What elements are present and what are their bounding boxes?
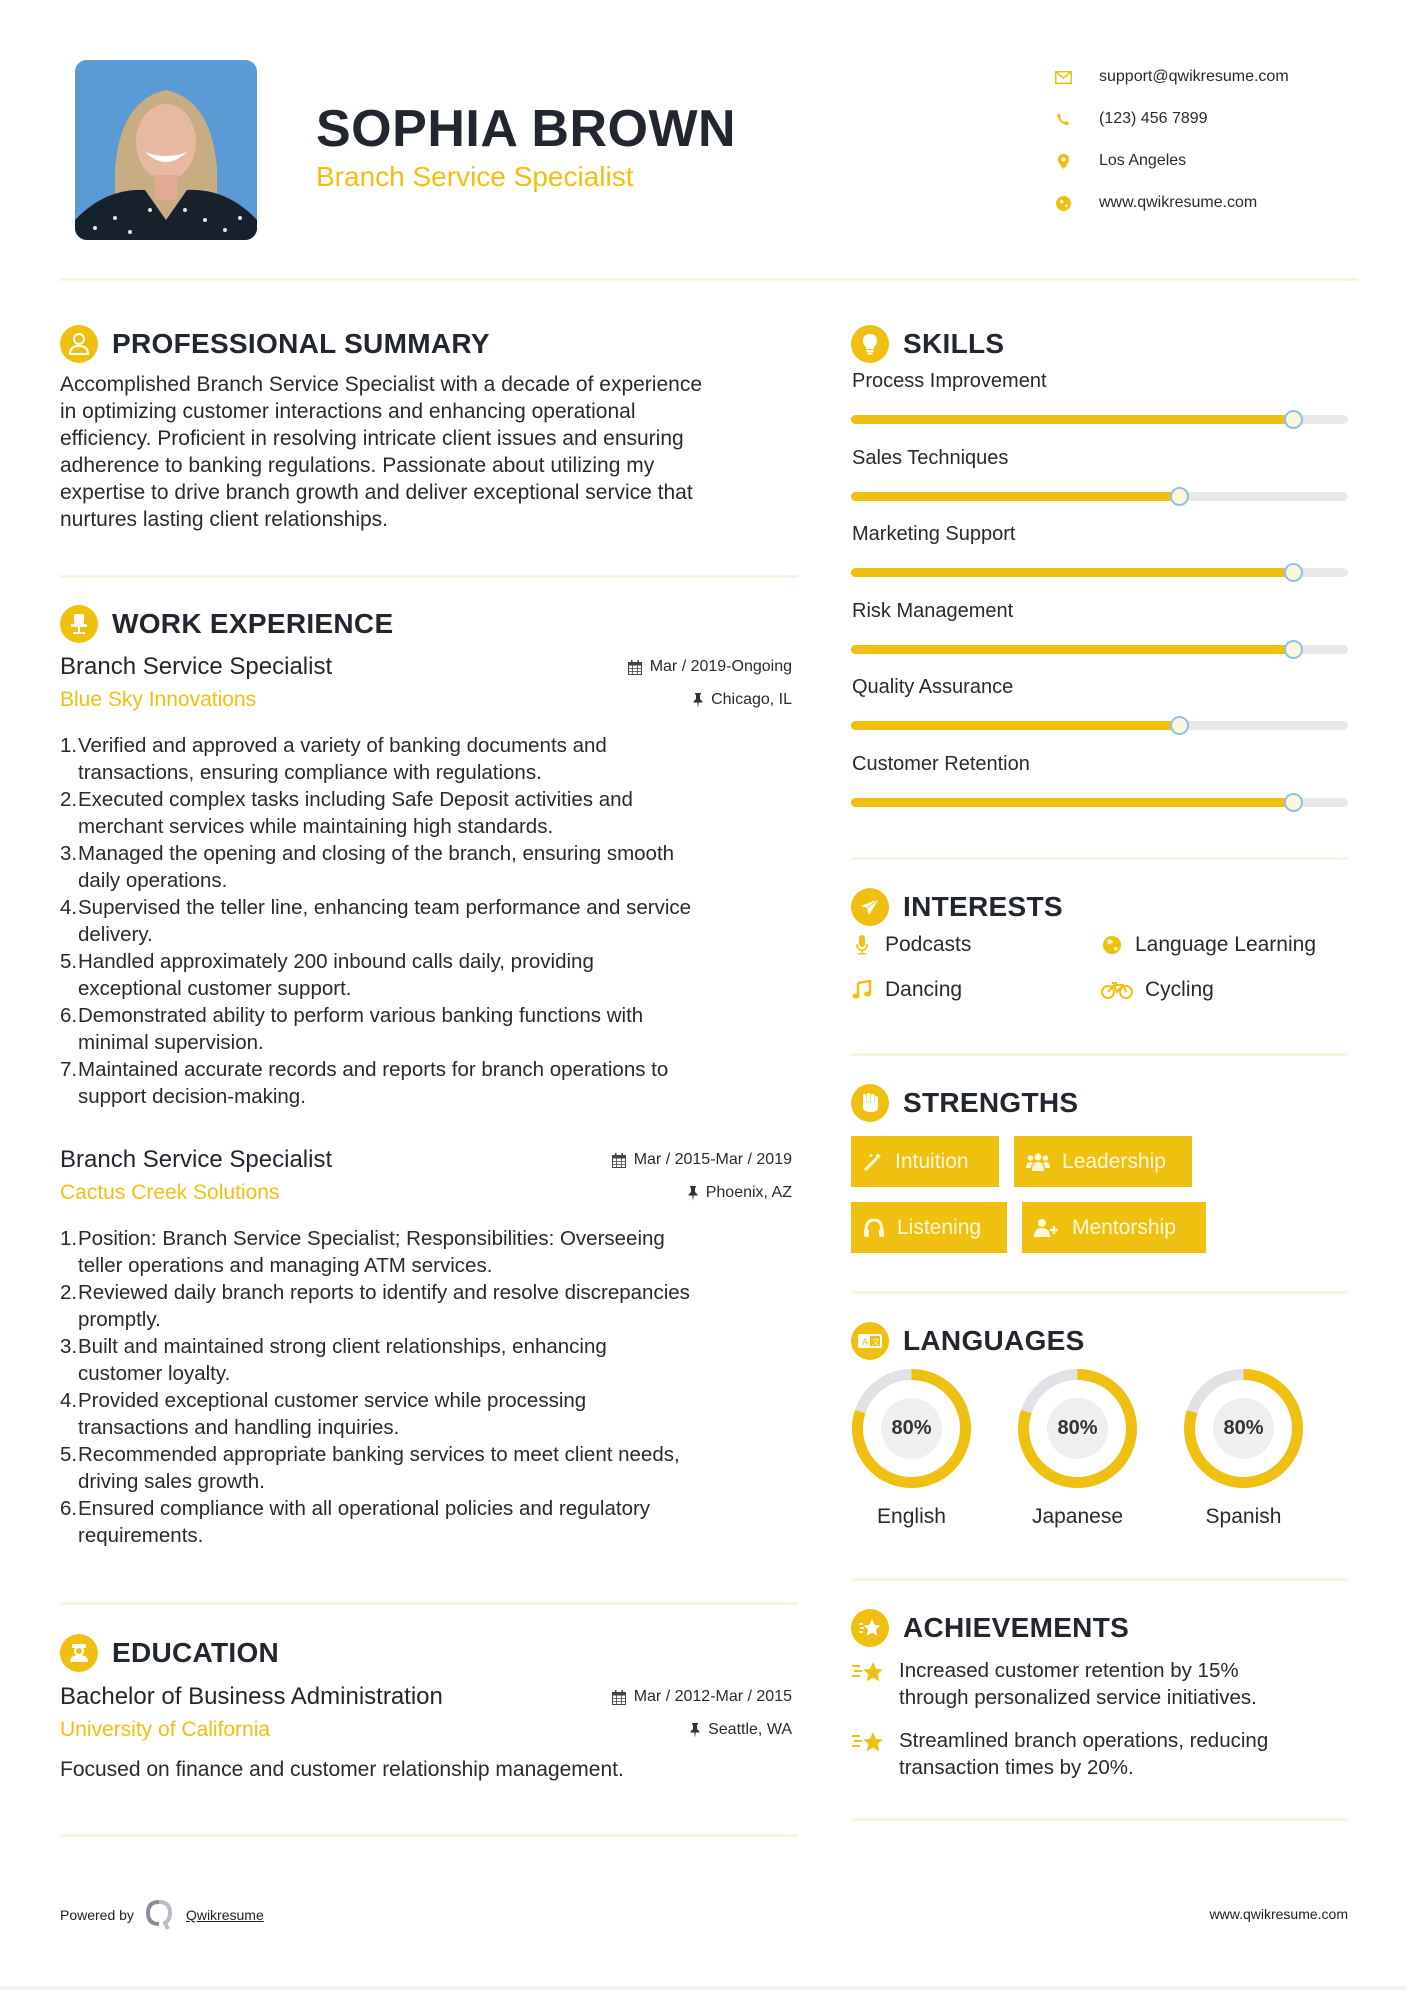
strength-label: Intuition [895,1149,969,1173]
skill-bar [851,721,1348,730]
list-item: 1. Position: Branch Service Specialist; Responsibilities: Overseeing teller operations and managing ATM services. [60,1227,665,1277]
calendar-icon [628,660,642,675]
pushpin-icon [693,693,703,708]
language-label: English [877,1505,946,1528]
list-item: 5. Recommended appropriate banking services to meet client needs, driving sales growth. [60,1443,680,1493]
language-label: Spanish [1205,1505,1282,1528]
skill-label: Marketing Support [852,523,1016,545]
education-date [612,1688,792,1706]
job-date [628,658,792,676]
candidate-name: SOPHIA BROWN [316,100,737,158]
summary-title: PROFESSIONAL SUMMARY [112,328,490,359]
list-item: 6. Ensured compliance with all operational policies and regulatory requirements. [60,1497,651,1547]
experience-divider [60,1602,798,1605]
group-icon [1026,1152,1050,1172]
language-percent: 80% [881,1398,942,1459]
paper-plane-icon [851,888,889,926]
achievement-item [851,1727,1351,1781]
list-item: 4. Provided exceptional customer service while processing transactions and handling inquiries. [60,1389,587,1439]
skill-knob [1170,716,1189,735]
job-responsibilities [60,732,792,1110]
skill-knob [1284,793,1303,812]
contact-location [1048,140,1368,182]
envelope-icon [1052,68,1074,86]
strength-badge [1022,1202,1206,1253]
footer-powered-by [60,1900,264,1930]
interests-list [851,931,1351,1003]
contact-website[interactable] [1048,182,1368,224]
skill-knob [1284,640,1303,659]
contact-location-text: Los Angeles [1099,152,1187,169]
strength-badge [851,1136,999,1187]
shooting-star-icon [851,1729,885,1781]
skill-item [851,674,1349,751]
bicycle-icon [1101,981,1133,999]
education-description: Focused on finance and customer relationship management. [60,1758,624,1781]
graduate-icon [60,1634,98,1672]
skill-item [851,751,1349,828]
skill-bar [851,415,1348,424]
job-location [688,1184,792,1202]
pushpin-icon [690,1723,700,1738]
education-title: EDUCATION [112,1637,280,1668]
interest-item [851,976,1101,1003]
language-item [1183,1368,1349,1529]
shooting-star-icon [851,1659,885,1711]
achievement-line: through personalized service initiatives. [899,1686,1257,1709]
list-item: 5. Handled approximately 200 inbound calls daily, providing exceptional customer support. [60,950,594,1000]
skill-label: Process Improvement [852,370,1047,392]
language-progress-ring [1183,1368,1304,1489]
user-icon [60,325,98,363]
list-item: 6. Demonstrated ability to perform various banking functions with minimal supervision. [60,1004,644,1054]
language-percent: 80% [1047,1398,1108,1459]
user-plus-icon [1034,1218,1060,1238]
interest-item [1101,976,1351,1003]
contact-email[interactable] [1048,56,1368,98]
contact-email-text: support@qwikresume.com [1099,68,1289,85]
skill-knob [1284,563,1303,582]
job-location-text: Phoenix, AZ [705,1184,792,1201]
office-chair-icon [60,605,98,643]
achievements-divider [851,1818,1348,1821]
languages-divider [851,1578,1348,1581]
achievements-heading [851,1609,1129,1647]
school: University of California [60,1718,271,1741]
powered-by-text: Powered by [60,1907,134,1923]
list-item: 3. Built and maintained strong client relationships, enhancing customer loyalty. [60,1335,607,1385]
achievements-list [851,1657,1351,1797]
calendar-icon [612,1153,626,1168]
headphones-icon [863,1218,885,1238]
footer-website[interactable]: www.qwikresume.com [1209,1906,1348,1922]
skill-item [851,521,1349,598]
map-pin-icon [1052,152,1074,170]
education-divider [60,1834,798,1837]
languages-list [851,1368,1351,1529]
job-date-text: Mar / 2019-Ongoing [649,658,792,675]
languages-heading [851,1322,1085,1360]
calendar-icon [612,1690,626,1705]
education-entry [60,1682,792,1782]
summary-line: adherence to banking regulations. Passionate about utilizing my [60,454,655,477]
job-company: Blue Sky Innovations [60,688,257,711]
strength-label: Listening [897,1215,982,1239]
list-item: 4. Supervised the teller line, enhancing team performance and service delivery. [60,896,692,946]
language-progress-ring [851,1368,972,1489]
fist-icon [851,1084,889,1122]
list-item: 2. Reviewed daily branch reports to identify and resolve discrepancies promptly. [60,1281,690,1331]
job-date [612,1151,792,1169]
education-location-text: Seattle, WA [708,1721,792,1738]
skill-bar [851,798,1348,807]
job-date-text: Mar / 2015-Mar / 2019 [633,1151,792,1168]
skill-label: Sales Techniques [852,446,1009,469]
experience-title: WORK EXPERIENCE [112,608,394,639]
profile-photo [75,60,257,240]
qwikresume-link[interactable]: Qwikresume [185,1907,264,1923]
skill-bar [851,645,1348,654]
strengths-title: STRENGTHS [903,1087,1079,1118]
skills-title: SKILLS [903,328,1005,359]
skills-heading [851,325,1004,363]
job-title: Branch Service Specialist [60,653,333,680]
list-item: 3. Managed the opening and closing of the branch, ensuring smooth daily operations. [60,842,675,892]
achievements-title: ACHIEVEMENTS [903,1612,1130,1643]
skill-label: Customer Retention [852,752,1030,775]
translate-icon [851,1322,889,1360]
achievement-line: Increased customer retention by 15% [899,1659,1239,1682]
education-date-text: Mar / 2012-Mar / 2015 [633,1688,792,1705]
strength-badge [851,1202,1007,1253]
interests-heading [851,888,1063,926]
pushpin-icon [688,1186,698,1201]
skill-label: Quality Assurance [852,676,1014,698]
interests-divider [851,1053,1348,1056]
skill-item [851,368,1349,445]
skill-knob [1284,410,1303,429]
job-location-text: Chicago, IL [711,691,792,708]
candidate-title: Branch Service Specialist [316,161,634,192]
job-company: Cactus Creek Solutions [60,1181,280,1204]
magic-wand-icon [863,1152,883,1172]
strengths-divider [851,1291,1348,1294]
skills-list [851,368,1349,827]
skill-bar [851,492,1348,501]
job-entry [60,1145,792,1549]
svg-text:文: 文 [871,1337,880,1347]
interest-item [1101,931,1351,958]
list-item: 7. Maintained accurate records and reports for branch operations to support decision-making. [60,1058,669,1108]
skill-item [851,598,1349,675]
experience-heading [60,605,393,643]
bottom-strip [0,1986,1407,1990]
summary-line: efficiency. Proficient in resolving intricate client issues and ensuring [60,427,684,450]
languages-title: LANGUAGES [903,1325,1085,1356]
qwikresume-logo-icon [146,1900,172,1930]
education-heading [60,1634,279,1672]
interest-item [851,931,1101,958]
achievement-line: transaction times by 20%. [899,1756,1134,1779]
star-badge-icon [851,1609,889,1647]
contact-phone-text: (123) 456 7899 [1099,110,1208,127]
contact-website-text: www.qwikresume.com [1099,194,1258,211]
summary-line: expertise to drive branch growth and deliver exceptional service that [60,481,693,504]
strengths-list [851,1136,1351,1268]
lightbulb-icon [851,325,889,363]
strength-label: Leadership [1062,1149,1166,1173]
job-entry [60,652,792,1110]
language-percent: 80% [1213,1398,1274,1459]
skill-label: Risk Management [852,599,1014,622]
achievement-item [851,1657,1351,1711]
svg-text:A: A [862,1338,869,1348]
music-note-icon [851,980,873,1000]
strengths-heading [851,1084,1078,1122]
phone-icon [1052,110,1074,128]
microphone-icon [851,935,873,955]
globe-icon [1052,194,1074,212]
job-location [693,691,792,709]
summary-line: Accomplished Branch Service Specialist with a decade of experience [60,373,703,396]
achievement-line: Streamlined branch operations, reducing [899,1729,1269,1752]
strength-label: Mentorship [1072,1215,1176,1239]
degree: Bachelor of Business Administration [60,1683,443,1710]
list-item: 2. Executed complex tasks including Safe Deposit activities and merchant services while maintaining high standards. [60,788,633,838]
globe-icon [1101,935,1123,955]
header-divider [60,278,1358,281]
skill-bar [851,568,1348,577]
skill-item [851,445,1349,522]
job-title: Branch Service Specialist [60,1146,333,1173]
education-location [690,1721,792,1739]
skill-knob [1170,487,1189,506]
language-progress-ring [1017,1368,1138,1489]
contact-phone[interactable] [1048,98,1368,140]
summary-divider [60,575,798,578]
contact-list [1048,56,1368,224]
interest-label: Cycling [1145,977,1214,1001]
interest-label: Dancing [885,977,963,1001]
list-item: 1. Verified and approved a variety of banking documents and transactions, ensuring compliance with regulations. [60,734,607,784]
skills-divider [851,857,1348,860]
interest-label: Podcasts [885,932,972,956]
language-item [1017,1368,1183,1529]
summary-text [60,371,798,533]
language-item [851,1368,1017,1529]
summary-heading [60,325,490,363]
language-label: Japanese [1031,1505,1124,1528]
job-responsibilities [60,1225,792,1549]
summary-line: nurtures lasting client relationships. [60,508,389,531]
strength-badge [1014,1136,1192,1187]
interests-title: INTERESTS [903,891,1063,922]
summary-line: in optimizing customer interactions and enhancing operational [60,400,636,423]
interest-label: Language Learning [1135,932,1317,956]
